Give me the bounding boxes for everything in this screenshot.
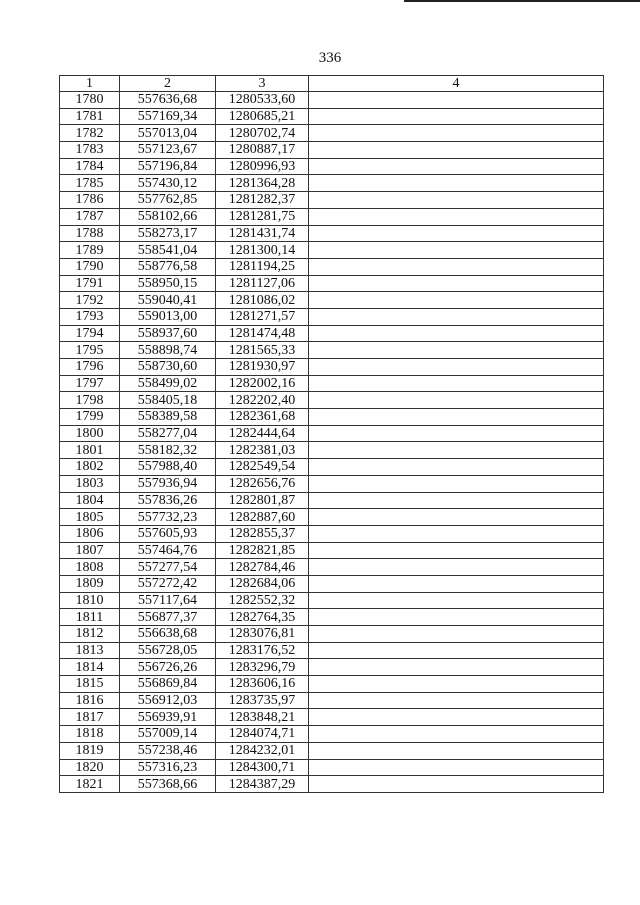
table-row [60,609,604,626]
point-number-cell: 1782 [60,125,120,142]
y-coordinate-cell: 1281127,06 [216,275,309,292]
note-cell [309,626,604,643]
note-cell [309,158,604,175]
table-row [60,425,604,442]
point-number-cell: 1814 [60,659,120,676]
note-cell [309,709,604,726]
y-coordinate-cell: 1283735,97 [216,692,309,709]
note-cell [309,108,604,125]
top-rule [404,0,640,2]
x-coordinate-cell: 557988,40 [120,459,216,476]
point-number-cell: 1813 [60,642,120,659]
y-coordinate-cell: 1280887,17 [216,142,309,159]
x-coordinate-cell: 557277,54 [120,559,216,576]
table-row [60,759,604,776]
y-coordinate-cell: 1284074,71 [216,726,309,743]
x-coordinate-cell: 558730,60 [120,359,216,376]
note-cell [309,492,604,509]
point-number-cell: 1785 [60,175,120,192]
point-number-cell: 1799 [60,409,120,426]
y-coordinate-cell: 1280996,93 [216,158,309,175]
table-row [60,742,604,759]
note-cell [309,659,604,676]
x-coordinate-cell: 557605,93 [120,525,216,542]
point-number-cell: 1817 [60,709,120,726]
note-cell [309,292,604,309]
note-cell [309,359,604,376]
x-coordinate-cell: 559013,00 [120,308,216,325]
table-row [60,692,604,709]
table-row [60,542,604,559]
note-cell [309,692,604,709]
note-cell [309,409,604,426]
note-cell [309,192,604,209]
table-row [60,258,604,275]
x-coordinate-cell: 558950,15 [120,275,216,292]
table-row [60,509,604,526]
x-coordinate-cell: 556869,84 [120,676,216,693]
note-cell [309,542,604,559]
y-coordinate-cell: 1281930,97 [216,359,309,376]
point-number-cell: 1780 [60,92,120,109]
table-row [60,142,604,159]
y-coordinate-cell: 1282801,87 [216,492,309,509]
y-coordinate-cell: 1282821,85 [216,542,309,559]
page-number: 336 [318,50,342,66]
note-cell [309,425,604,442]
table-row [60,275,604,292]
y-coordinate-cell: 1283076,81 [216,626,309,643]
table-row [60,642,604,659]
table-row [60,325,604,342]
point-number-cell: 1797 [60,375,120,392]
point-number-cell: 1793 [60,308,120,325]
note-cell [309,325,604,342]
y-coordinate-cell: 1283296,79 [216,659,309,676]
note-cell [309,442,604,459]
x-coordinate-cell: 558405,18 [120,392,216,409]
note-cell [309,676,604,693]
table-row [60,292,604,309]
x-coordinate-cell: 557123,67 [120,142,216,159]
point-number-cell: 1815 [60,676,120,693]
x-coordinate-cell: 557836,26 [120,492,216,509]
point-number-cell: 1805 [60,509,120,526]
note-cell [309,142,604,159]
point-number-cell: 1821 [60,776,120,793]
table-row [60,409,604,426]
point-number-cell: 1806 [60,525,120,542]
x-coordinate-cell: 557762,85 [120,192,216,209]
point-number-cell: 1783 [60,142,120,159]
y-coordinate-cell: 1282764,35 [216,609,309,626]
table-row [60,342,604,359]
x-coordinate-cell: 557169,34 [120,108,216,125]
y-coordinate-cell: 1281194,25 [216,258,309,275]
note-cell [309,175,604,192]
table-row [60,225,604,242]
x-coordinate-cell: 557272,42 [120,575,216,592]
table-row [60,208,604,225]
point-number-cell: 1811 [60,609,120,626]
y-coordinate-cell: 1281086,02 [216,292,309,309]
x-coordinate-cell: 558937,60 [120,325,216,342]
y-coordinate-cell: 1283848,21 [216,709,309,726]
note-cell [309,92,604,109]
table-row [60,308,604,325]
table-row [60,776,604,793]
note-cell [309,759,604,776]
y-coordinate-cell: 1281282,37 [216,192,309,209]
table-row [60,626,604,643]
y-coordinate-cell: 1282684,06 [216,575,309,592]
y-coordinate-cell: 1283176,52 [216,642,309,659]
point-number-cell: 1810 [60,592,120,609]
x-coordinate-cell: 558389,58 [120,409,216,426]
point-number-cell: 1781 [60,108,120,125]
table-row [60,242,604,259]
x-coordinate-cell: 558277,04 [120,425,216,442]
point-number-cell: 1798 [60,392,120,409]
note-cell [309,509,604,526]
table-row [60,659,604,676]
x-coordinate-cell: 557238,46 [120,742,216,759]
y-coordinate-cell: 1282361,68 [216,409,309,426]
x-coordinate-cell: 557936,94 [120,475,216,492]
y-coordinate-cell: 1281271,57 [216,308,309,325]
table-row [60,492,604,509]
x-coordinate-cell: 556726,26 [120,659,216,676]
y-coordinate-cell: 1281431,74 [216,225,309,242]
note-cell [309,275,604,292]
table-row [60,726,604,743]
point-number-cell: 1801 [60,442,120,459]
table-row [60,92,604,109]
y-coordinate-cell: 1282855,37 [216,525,309,542]
note-cell [309,375,604,392]
table-row [60,592,604,609]
note-cell [309,459,604,476]
table-row [60,475,604,492]
table-row [60,359,604,376]
point-number-cell: 1789 [60,242,120,259]
table-row [60,709,604,726]
y-coordinate-cell: 1281281,75 [216,208,309,225]
point-number-cell: 1809 [60,575,120,592]
y-coordinate-cell: 1282552,32 [216,592,309,609]
y-coordinate-cell: 1281364,28 [216,175,309,192]
point-number-cell: 1784 [60,158,120,175]
y-coordinate-cell: 1280533,60 [216,92,309,109]
y-coordinate-cell: 1281474,48 [216,325,309,342]
point-number-cell: 1812 [60,626,120,643]
note-cell [309,258,604,275]
table-row [60,158,604,175]
point-number-cell: 1790 [60,258,120,275]
y-coordinate-cell: 1282381,03 [216,442,309,459]
point-number-cell: 1792 [60,292,120,309]
note-cell [309,742,604,759]
x-coordinate-cell: 558102,66 [120,208,216,225]
y-coordinate-cell: 1282002,16 [216,375,309,392]
point-number-cell: 1791 [60,275,120,292]
x-coordinate-cell: 556912,03 [120,692,216,709]
table-row [60,459,604,476]
note-cell [309,575,604,592]
x-coordinate-cell: 558898,74 [120,342,216,359]
note-cell [309,308,604,325]
table-row [60,676,604,693]
x-coordinate-cell: 558541,04 [120,242,216,259]
table-row [60,192,604,209]
note-cell [309,392,604,409]
note-cell [309,776,604,793]
y-coordinate-cell: 1282549,54 [216,459,309,476]
note-cell [309,125,604,142]
point-number-cell: 1818 [60,726,120,743]
x-coordinate-cell: 557636,68 [120,92,216,109]
y-coordinate-cell: 1282444,64 [216,425,309,442]
table-row [60,175,604,192]
table-row [60,108,604,125]
x-coordinate-cell: 559040,41 [120,292,216,309]
coordinates-table [59,75,604,793]
table-row [60,442,604,459]
column-header: 4 [309,76,604,92]
y-coordinate-cell: 1283606,16 [216,676,309,693]
y-coordinate-cell: 1280685,21 [216,108,309,125]
column-header: 1 [60,76,120,92]
point-number-cell: 1787 [60,208,120,225]
note-cell [309,208,604,225]
x-coordinate-cell: 557316,23 [120,759,216,776]
point-number-cell: 1807 [60,542,120,559]
coordinates-table-body [60,76,604,793]
note-cell [309,609,604,626]
table-row [60,575,604,592]
x-coordinate-cell: 557196,84 [120,158,216,175]
x-coordinate-cell: 557013,04 [120,125,216,142]
x-coordinate-cell: 556877,37 [120,609,216,626]
point-number-cell: 1795 [60,342,120,359]
note-cell [309,726,604,743]
note-cell [309,592,604,609]
table-row [60,125,604,142]
y-coordinate-cell: 1282202,40 [216,392,309,409]
x-coordinate-cell: 556939,91 [120,709,216,726]
point-number-cell: 1794 [60,325,120,342]
point-number-cell: 1819 [60,742,120,759]
y-coordinate-cell: 1284300,71 [216,759,309,776]
y-coordinate-cell: 1282656,76 [216,475,309,492]
y-coordinate-cell: 1284387,29 [216,776,309,793]
point-number-cell: 1816 [60,692,120,709]
x-coordinate-cell: 557117,64 [120,592,216,609]
note-cell [309,225,604,242]
y-coordinate-cell: 1281565,33 [216,342,309,359]
x-coordinate-cell: 558776,58 [120,258,216,275]
x-coordinate-cell: 556638,68 [120,626,216,643]
table-row [60,392,604,409]
table-row [60,525,604,542]
x-coordinate-cell: 558273,17 [120,225,216,242]
table-row [60,375,604,392]
point-number-cell: 1796 [60,359,120,376]
note-cell [309,642,604,659]
column-header: 2 [120,76,216,92]
point-number-cell: 1802 [60,459,120,476]
point-number-cell: 1803 [60,475,120,492]
y-coordinate-cell: 1284232,01 [216,742,309,759]
y-coordinate-cell: 1282887,60 [216,509,309,526]
note-cell [309,559,604,576]
note-cell [309,342,604,359]
note-cell [309,242,604,259]
x-coordinate-cell: 556728,05 [120,642,216,659]
y-coordinate-cell: 1282784,46 [216,559,309,576]
note-cell [309,475,604,492]
x-coordinate-cell: 557368,66 [120,776,216,793]
x-coordinate-cell: 558182,32 [120,442,216,459]
table-header-row [60,76,604,92]
x-coordinate-cell: 557464,76 [120,542,216,559]
point-number-cell: 1800 [60,425,120,442]
point-number-cell: 1820 [60,759,120,776]
column-header: 3 [216,76,309,92]
point-number-cell: 1808 [60,559,120,576]
x-coordinate-cell: 557732,23 [120,509,216,526]
y-coordinate-cell: 1280702,74 [216,125,309,142]
note-cell [309,525,604,542]
point-number-cell: 1786 [60,192,120,209]
table-row [60,559,604,576]
point-number-cell: 1788 [60,225,120,242]
x-coordinate-cell: 558499,02 [120,375,216,392]
x-coordinate-cell: 557430,12 [120,175,216,192]
x-coordinate-cell: 557009,14 [120,726,216,743]
y-coordinate-cell: 1281300,14 [216,242,309,259]
point-number-cell: 1804 [60,492,120,509]
